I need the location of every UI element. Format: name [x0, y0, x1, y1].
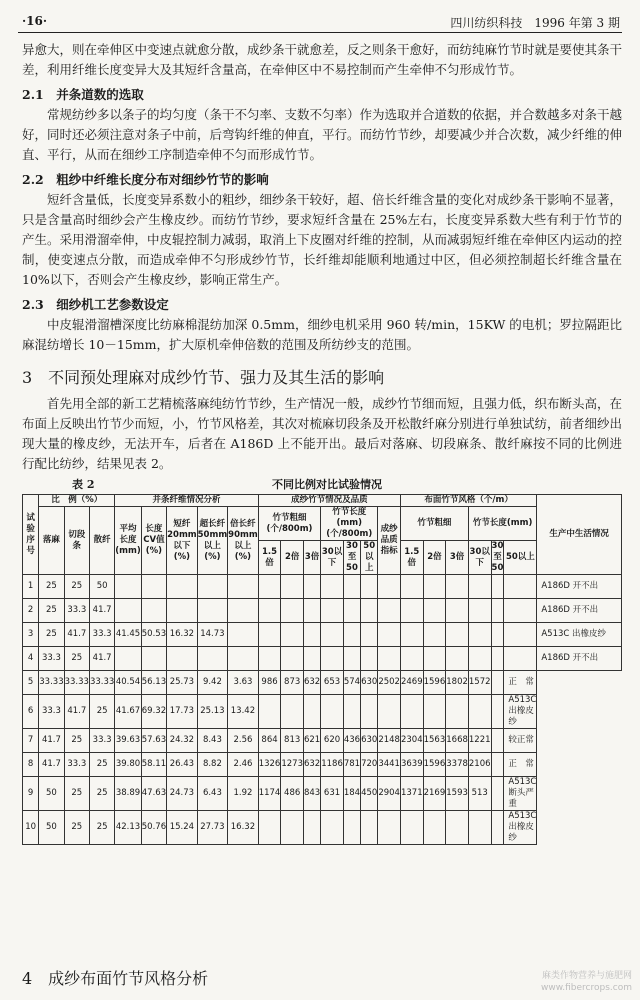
table-cell: 1326 — [258, 753, 281, 777]
table-cell: 16.32 — [228, 811, 259, 845]
table-cell — [378, 623, 401, 647]
table-cell: 986 — [258, 671, 281, 695]
col-double: 倍长纤90mm以上(%) — [228, 507, 259, 575]
table-cell: 486 — [281, 777, 304, 811]
table-cell: 13.42 — [228, 695, 259, 729]
table-cell — [141, 647, 166, 671]
table-cell: 15.24 — [167, 811, 198, 845]
table-cell: 3 — [23, 623, 39, 647]
table-cell — [281, 599, 304, 623]
table-cell — [378, 811, 401, 845]
table-cell: 40.54 — [115, 671, 141, 695]
table-cell — [361, 695, 378, 729]
table-cell: 864 — [258, 729, 281, 753]
table-cell: 25 — [89, 695, 114, 729]
table-cell: 621 — [303, 729, 320, 753]
table-cell: 41.7 — [89, 647, 114, 671]
col-cn1: 1.5倍 — [400, 541, 423, 575]
table-cell: 33.3 — [64, 753, 89, 777]
table-cell — [343, 811, 360, 845]
table-cell — [167, 647, 198, 671]
table-cell: 653 — [321, 671, 344, 695]
table-cell — [343, 575, 360, 599]
table-cell: 较正常 — [504, 729, 537, 753]
table-cell — [378, 695, 401, 729]
table-cell: A186D 开不出 — [537, 575, 622, 599]
table-cell: 41.67 — [115, 695, 141, 729]
table-cell: 58.11 — [141, 753, 166, 777]
table-cell: 47.63 — [141, 777, 166, 811]
table-cell: 39.80 — [115, 753, 141, 777]
table-cell: 25 — [89, 777, 114, 811]
table-cell: 2904 — [378, 777, 401, 811]
table-cell: 843 — [303, 777, 320, 811]
heading-section-4: 4 成纱布面竹节风格分析 — [22, 969, 209, 988]
col-luo: 落麻 — [39, 507, 64, 575]
table-row — [23, 599, 622, 623]
table-cell — [504, 647, 537, 671]
page-number: ·16· — [22, 14, 48, 28]
col-l1: 30以下 — [321, 541, 344, 575]
col-cl1: 30以下 — [468, 541, 491, 575]
table-cell: 1668 — [446, 729, 469, 753]
table-cell: 25 — [39, 575, 64, 599]
table-cell: 3378 — [446, 753, 469, 777]
table-cell: 50 — [39, 811, 64, 845]
col-group-ratio: 比 例（%） — [39, 495, 115, 507]
table-cell — [468, 599, 491, 623]
table-cell — [400, 599, 423, 623]
paragraph-2-2: 短纤含量低，长度变异系数小的粗纱，细纱条干较好，超、倍长纤维含量的变化对成纱条干影响不显著，只是含量高时细纱会产生橡皮纱。而纺竹节纱，要求短纤含量在 25%左右，长度变异系数大些有利于竹节的产生。采用滑溜牵伸，中皮辊控制力减弱，取消上下皮圈对纤维的控制，从而减弱短纤维在牵伸区内运动的控制，使变速点分散，而造成牵伸不匀形成纱竹节，长纤维却能顺利地通过中区，但必须控制超长纤维含量在 10%以下，否则会产生橡皮纱，影响正常生产。 — [22, 192, 623, 287]
col-group-nodes-n: 竹节粗细(个/800m) — [258, 507, 321, 541]
table-row — [23, 777, 622, 811]
col-seq: 试验序号 — [23, 495, 39, 575]
table-cell — [167, 599, 198, 623]
table-cell — [468, 647, 491, 671]
col-quality: 成纱品质指标 — [378, 507, 401, 575]
table-cell: 33.33 — [39, 671, 64, 695]
col-cn3: 3倍 — [446, 541, 469, 575]
table-row — [23, 729, 622, 753]
table-cell — [258, 599, 281, 623]
table-row — [23, 575, 622, 599]
table-cell: 16.32 — [167, 623, 198, 647]
table-cell — [468, 695, 491, 729]
table-cell: 正 常 — [504, 671, 537, 695]
table-cell — [491, 575, 504, 599]
table-cell: 25 — [39, 599, 64, 623]
table-cell: 7 — [23, 729, 39, 753]
table-cell — [343, 647, 360, 671]
table-cell — [361, 623, 378, 647]
table-cell — [468, 811, 491, 845]
table-cell — [446, 575, 469, 599]
table-cell — [468, 575, 491, 599]
table-cell — [321, 599, 344, 623]
table-cell: 25 — [64, 811, 89, 845]
table-cell: 1.92 — [228, 777, 259, 811]
table-cell — [303, 647, 320, 671]
paragraph-2-1: 常规纺纱多以条子的均匀度（条干不匀率、支数不匀率）作为选取并合道数的依据，并合数越多对条干越好，同时还必须注意对条子中前，后弯钩纤维的伸直，平行。而纺竹节纱，却要减少并合次数，减少纤维的伸直、平行，从而在细纱工序制造牵伸不匀而形成竹节。 — [22, 107, 623, 162]
table-cell: 27.73 — [197, 811, 228, 845]
table-cell — [141, 575, 166, 599]
table-cell — [446, 599, 469, 623]
table-cell — [491, 777, 504, 811]
table-cell: 50.53 — [141, 623, 166, 647]
table-cell: 8.43 — [197, 729, 228, 753]
table-cell: 3.63 — [228, 671, 259, 695]
table-caption — [22, 476, 622, 494]
heading-2-2: 2.2 粗纱中纤维长度分布对细纱竹节的影响 — [22, 172, 269, 187]
col-group-cloth-len: 竹节长度(mm) — [468, 507, 536, 541]
table-cell: 1572 — [468, 671, 491, 695]
table-cell — [167, 575, 198, 599]
table-cell — [361, 811, 378, 845]
table-cell: 33.3 — [39, 695, 64, 729]
table-cell — [378, 599, 401, 623]
results-table — [22, 494, 622, 845]
col-cl2: 30至50 — [491, 541, 504, 573]
table-cell: 6.43 — [197, 777, 228, 811]
table-cell: 50 — [89, 575, 114, 599]
table-cell — [115, 647, 141, 671]
table-cell: A186D 开不出 — [537, 647, 622, 671]
table-cell — [378, 575, 401, 599]
table-cell: 1596 — [423, 753, 446, 777]
table-cell: 41.7 — [64, 623, 89, 647]
table-cell: 630 — [361, 671, 378, 695]
table-cell — [197, 599, 228, 623]
table-cell: 25 — [64, 777, 89, 811]
col-production: 生产中生活情况 — [537, 495, 622, 575]
table-cell — [400, 695, 423, 729]
table-cell — [281, 623, 304, 647]
heading-section-3: 3 不同预处理麻对成纱竹节、强力及其生活的影响 — [22, 368, 385, 387]
table-cell — [115, 575, 141, 599]
table-cell — [491, 811, 504, 845]
table-cell: 50.76 — [141, 811, 166, 845]
table-cell: 3639 — [400, 753, 423, 777]
table-cell — [228, 575, 259, 599]
table-cell — [228, 599, 259, 623]
table-cell: 6 — [23, 695, 39, 729]
table-cell: 813 — [281, 729, 304, 753]
col-n1: 1.5倍 — [258, 541, 281, 575]
table-cell — [141, 599, 166, 623]
table-cell — [491, 753, 504, 777]
table-cell: 1273 — [281, 753, 304, 777]
table-cell: 631 — [321, 777, 344, 811]
col-san: 散纤 — [89, 507, 114, 575]
paragraph-3: 首先用全部的新工艺精梳落麻纯纺竹节纱，生产情况一般，成纱竹节细而短，且强力低，织布断头高，在布面上反映出竹节少而短，小，竹节风格差，其次对梳麻切段条及开松散纤麻分别进行单独试纺，前者细纱出现大量的橡皮纱，无法开车，后者在 A186D 上不能开出。最后对落麻、切段麻条、散纤麻按不同的比例进行配比纺纱，结果见表 2。 — [22, 396, 623, 471]
table-cell — [321, 811, 344, 845]
table-row — [23, 753, 622, 777]
table-cell: 24.32 — [167, 729, 198, 753]
table-cell: 26.43 — [167, 753, 198, 777]
col-avg-len: 平均长度(mm) — [115, 507, 141, 575]
table-cell: 42.13 — [115, 811, 141, 845]
table-cell — [423, 623, 446, 647]
table-cell: 33.3 — [64, 599, 89, 623]
col-cl3: 50以上 — [504, 541, 537, 575]
paragraph-continued: 异愈大，则在牵伸区中变速点就愈分散，成纱条干就愈差，反之则条干愈好，而纺纯麻竹节时就是要使其条干差，利用纤维长度变异大及其短纤含量高，在牵伸区中不易控制而产生牵伸不匀形成竹节。 — [22, 42, 623, 77]
table-cell: 513 — [468, 777, 491, 811]
table-cell: 2148 — [378, 729, 401, 753]
table-cell: 33.3 — [89, 729, 114, 753]
table-cell: 2169 — [423, 777, 446, 811]
table-cell: A513C 出橡皮纱 — [504, 811, 537, 845]
table-cell — [423, 695, 446, 729]
table-cell — [361, 575, 378, 599]
table-cell — [258, 623, 281, 647]
col-group-fiber: 并条纤维情况分析 — [115, 495, 258, 507]
table-cell — [504, 623, 537, 647]
table-cell: 184 — [343, 777, 360, 811]
table-row — [23, 671, 622, 695]
col-cn2: 2倍 — [423, 541, 446, 575]
table-cell: 39.63 — [115, 729, 141, 753]
table-cell — [258, 575, 281, 599]
table-cell: 632 — [303, 753, 320, 777]
table-cell — [321, 695, 344, 729]
table-cell: 33.3 — [39, 647, 64, 671]
table-cell: 2304 — [400, 729, 423, 753]
table-cell — [423, 575, 446, 599]
table-cell — [400, 575, 423, 599]
table-cell: 1802 — [446, 671, 469, 695]
table-body — [23, 575, 622, 845]
table-cell: 9 — [23, 777, 39, 811]
table-cell: 450 — [361, 777, 378, 811]
table-cell — [491, 647, 504, 671]
table-cell: 25 — [89, 753, 114, 777]
table-cell: 41.7 — [89, 599, 114, 623]
table-cell: 25.13 — [197, 695, 228, 729]
col-qie: 切段条 — [64, 507, 89, 575]
col-n3: 3倍 — [303, 541, 320, 575]
table-cell — [504, 599, 537, 623]
table-cell: 25 — [64, 729, 89, 753]
table-cell: 1563 — [423, 729, 446, 753]
table-cell: 41.7 — [39, 753, 64, 777]
col-short: 短纤20mm以下(%) — [167, 507, 198, 575]
watermark-line-1: 麻类作物营养与施肥网 — [541, 971, 632, 981]
table-cell — [115, 599, 141, 623]
table-cell: 632 — [303, 671, 320, 695]
table-cell: 25 — [64, 647, 89, 671]
table-cell: A513C 出橡皮纱 — [537, 623, 622, 647]
table-cell: 1371 — [400, 777, 423, 811]
table-cell — [228, 647, 259, 671]
table-cell: 38.89 — [115, 777, 141, 811]
table-cell — [361, 599, 378, 623]
table-cell: 25.73 — [167, 671, 198, 695]
table-cell: 41.45 — [115, 623, 141, 647]
table-cell: 1221 — [468, 729, 491, 753]
col-group-nodes-len: 竹节长度(mm)(个/800m) — [321, 507, 378, 541]
table-cell: 620 — [321, 729, 344, 753]
table-cell: 14.73 — [197, 623, 228, 647]
table-cell: 1593 — [446, 777, 469, 811]
table-cell — [446, 811, 469, 845]
table-cell — [361, 647, 378, 671]
page-header — [0, 0, 640, 36]
watermark — [541, 970, 632, 994]
table-cell: 3441 — [378, 753, 401, 777]
table-cell — [303, 575, 320, 599]
table-cell: 9.42 — [197, 671, 228, 695]
table-title: 不同比例对比试验情况 — [272, 478, 382, 491]
table-cell — [491, 729, 504, 753]
table-cell: 2469 — [400, 671, 423, 695]
table-cell: 33.33 — [64, 671, 89, 695]
col-cv: 长度CV值(%) — [141, 507, 166, 575]
table-cell — [491, 695, 504, 729]
table-cell — [258, 695, 281, 729]
table-cell — [258, 811, 281, 845]
table-cell: 25 — [64, 575, 89, 599]
col-group-yarn: 成纱竹节情况及品质 — [258, 495, 400, 507]
table-cell — [446, 695, 469, 729]
table-cell: 69.32 — [141, 695, 166, 729]
table-cell — [343, 695, 360, 729]
table-cell: 57.63 — [141, 729, 166, 753]
table-row — [23, 623, 622, 647]
table-cell — [423, 811, 446, 845]
table-row — [23, 647, 622, 671]
article-body — [22, 40, 622, 845]
table-cell — [423, 647, 446, 671]
table-cell — [400, 811, 423, 845]
table-cell: 正 常 — [504, 753, 537, 777]
col-ultra: 超长纤50mm以上(%) — [197, 507, 228, 575]
table-cell: 10 — [23, 811, 39, 845]
paragraph-2-3: 中皮辊滑溜槽深度比纺麻棉混纺加深 0.5mm，细纱电机采用 960 转/min，15KW 的电机；罗拉隔距比麻混纺增长 10－15mm，扩大原机牵伸倍数的范围及所纺纱支的范围。 — [22, 317, 622, 352]
table-cell — [303, 599, 320, 623]
table-cell: 873 — [281, 671, 304, 695]
table-cell: 2 — [23, 599, 39, 623]
table-cell — [446, 623, 469, 647]
table-cell — [491, 671, 504, 695]
table-cell: 41.7 — [39, 729, 64, 753]
table-cell — [228, 623, 259, 647]
header-rule — [18, 32, 622, 33]
table-cell: A513C 断头严重 — [504, 777, 537, 811]
table-cell: 1596 — [423, 671, 446, 695]
table-cell: 33.3 — [89, 623, 114, 647]
table-cell: A186D 开不出 — [537, 599, 622, 623]
table-cell: A513C 出橡皮纱 — [504, 695, 537, 729]
heading-2-3: 2.3 细纱机工艺参数设定 — [22, 297, 169, 312]
table-cell: 2502 — [378, 671, 401, 695]
table-cell: 2106 — [468, 753, 491, 777]
table-cell: 1186 — [321, 753, 344, 777]
table-cell — [343, 599, 360, 623]
table-cell — [468, 623, 491, 647]
table-cell — [303, 623, 320, 647]
table-cell: 8 — [23, 753, 39, 777]
heading-2-1: 2.1 并条道数的选取 — [22, 87, 144, 102]
table-cell: 436 — [343, 729, 360, 753]
table-cell: 56.13 — [141, 671, 166, 695]
table-cell: 50 — [39, 777, 64, 811]
journal-info: 四川纺织科技 1996 年第 3 期 — [450, 16, 620, 30]
table-cell: 24.73 — [167, 777, 198, 811]
table-row — [23, 811, 622, 845]
table-cell: 781 — [343, 753, 360, 777]
table-cell: 1 — [23, 575, 39, 599]
table-cell — [343, 623, 360, 647]
col-group-cloth: 布面竹节风格（个/m） — [400, 495, 536, 507]
col-l2: 30至50 — [343, 541, 360, 575]
table-number: 表 2 — [72, 478, 95, 491]
table-cell: 17.73 — [167, 695, 198, 729]
table-cell: 4 — [23, 647, 39, 671]
table-cell — [197, 575, 228, 599]
table-cell — [281, 575, 304, 599]
table-cell: 33.33 — [89, 671, 114, 695]
table-cell: 574 — [343, 671, 360, 695]
table-cell: 5 — [23, 671, 39, 695]
table-cell: 25 — [39, 623, 64, 647]
table-cell — [303, 695, 320, 729]
table-cell — [321, 647, 344, 671]
table-cell: 25 — [89, 811, 114, 845]
table-cell — [303, 811, 320, 845]
col-group-cloth-n: 竹节粗细 — [400, 507, 468, 541]
table-cell: 1174 — [258, 777, 281, 811]
table-cell — [400, 647, 423, 671]
table-cell: 41.7 — [64, 695, 89, 729]
table-cell: 630 — [361, 729, 378, 753]
table-cell — [281, 647, 304, 671]
watermark-line-2: www.fibercrops.com — [541, 983, 632, 993]
table-cell — [423, 599, 446, 623]
table-cell — [258, 647, 281, 671]
table-cell — [446, 647, 469, 671]
table-cell — [281, 695, 304, 729]
col-n2: 2倍 — [281, 541, 304, 575]
table-cell — [504, 575, 537, 599]
table-cell — [400, 623, 423, 647]
table-row — [23, 695, 622, 729]
table-cell — [378, 647, 401, 671]
table-cell — [281, 811, 304, 845]
col-l3: 50以上 — [361, 541, 378, 575]
table-cell — [321, 575, 344, 599]
table-cell: 720 — [361, 753, 378, 777]
table-cell: 8.82 — [197, 753, 228, 777]
table-cell: 2.56 — [228, 729, 259, 753]
table-cell — [321, 623, 344, 647]
table-cell — [491, 599, 504, 623]
table-cell — [491, 623, 504, 647]
table-cell — [197, 647, 228, 671]
table-cell: 2.46 — [228, 753, 259, 777]
